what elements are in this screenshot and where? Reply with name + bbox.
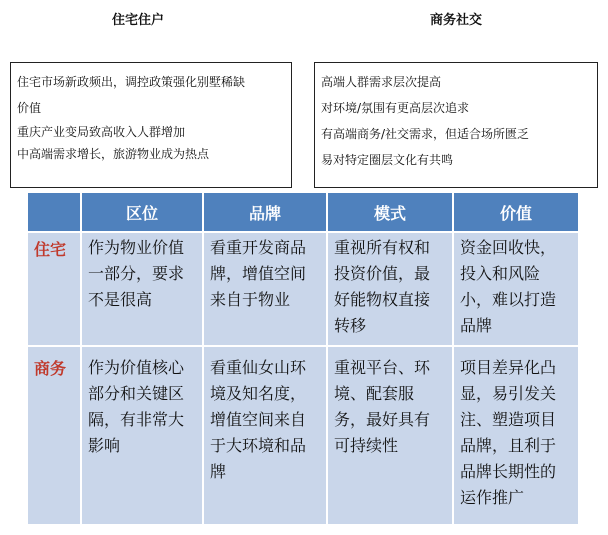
cell-business-location	[88, 355, 184, 459]
cell-residential-location	[88, 235, 184, 313]
cell-line: 重视所有权和	[334, 238, 431, 257]
description-line: 对环境/氛围有更高层次追求	[321, 101, 470, 115]
row-divider	[28, 231, 578, 233]
cell-line: 项目差异化凸	[460, 358, 557, 377]
cell-line: 显，易引发关	[460, 384, 557, 403]
cell-line: 小，难以打造	[460, 290, 557, 309]
comparison-table	[28, 193, 578, 524]
cell-line: 品牌，且利于	[460, 436, 557, 455]
cell-line: 资金回收快，	[460, 238, 557, 257]
description-line: 高端人群需求层次提高	[321, 75, 442, 89]
cell-line: 境、配套服	[334, 384, 415, 403]
header-mode: 模式	[328, 193, 452, 231]
cell-line: 务，最好具有	[334, 410, 431, 429]
cell-line: 于大环境和品	[210, 436, 307, 455]
column-divider	[80, 193, 82, 524]
header-corner	[28, 193, 80, 231]
cell-line: 隔，有非常大	[88, 410, 185, 429]
cell-line: 好能物权直接	[334, 290, 431, 309]
row-label-residential: 住宅	[34, 240, 67, 259]
cell-line: 投资价值，最	[334, 264, 431, 283]
cell-line: 牌，增值空间	[210, 264, 307, 283]
row-divider	[28, 345, 578, 347]
description-line: 价值	[17, 101, 42, 115]
row-label-business: 商务	[34, 359, 67, 378]
cell-line: 注、塑造项目	[460, 410, 557, 429]
cell-line: 一部分，要求	[88, 264, 185, 283]
cell-residential-value	[460, 235, 556, 339]
residential-description-box	[10, 62, 292, 188]
description-line: 重庆产业变局致高收入人群增加	[17, 125, 186, 139]
cell-line: 可持续性	[334, 436, 399, 455]
cell-line: 运作推广	[460, 488, 525, 507]
description-line: 中高端需求增长，旅游物业成为热点	[17, 147, 210, 161]
residential-title: 住宅住户	[112, 13, 165, 28]
cell-line: 来自于物业	[210, 290, 291, 309]
cell-line: 看重开发商品	[210, 238, 307, 257]
cell-business-brand	[210, 355, 306, 485]
header-brand: 品牌	[204, 193, 326, 231]
cell-line: 投入和风险	[460, 264, 541, 283]
header-value: 价值	[454, 193, 578, 231]
header-location: 区位	[82, 193, 202, 231]
cell-line: 作为物业价值	[88, 238, 185, 257]
cell-line: 不是很高	[88, 290, 153, 309]
cell-line: 品牌长期性的	[460, 462, 557, 481]
cell-business-value	[460, 355, 556, 511]
cell-line: 牌	[210, 462, 227, 481]
business-title: 商务社交	[430, 13, 483, 28]
description-line: 住宅市场新政频出，调控政策强化别墅稀缺	[17, 75, 246, 89]
cell-line: 影响	[88, 436, 121, 455]
cell-business-mode	[334, 355, 430, 459]
column-divider	[326, 193, 328, 524]
column-divider	[452, 193, 454, 524]
cell-residential-mode	[334, 235, 430, 339]
cell-line: 品牌	[460, 316, 493, 335]
description-line: 易对特定圈层文化有共鸣	[321, 153, 454, 167]
cell-line: 看重仙女山环	[210, 358, 307, 377]
cell-line: 部分和关键区	[88, 384, 185, 403]
cell-line: 境及知名度，	[210, 384, 307, 403]
cell-line: 增值空间来自	[210, 410, 307, 429]
cell-line: 作为价值核心	[88, 358, 185, 377]
column-divider	[202, 193, 204, 524]
business-description-box	[314, 62, 598, 188]
description-line: 有高端商务/社交需求，但适合场所匮乏	[321, 127, 530, 141]
cell-line: 重视平台、环	[334, 358, 431, 377]
cell-line: 转移	[334, 316, 367, 335]
cell-residential-brand	[210, 235, 306, 313]
